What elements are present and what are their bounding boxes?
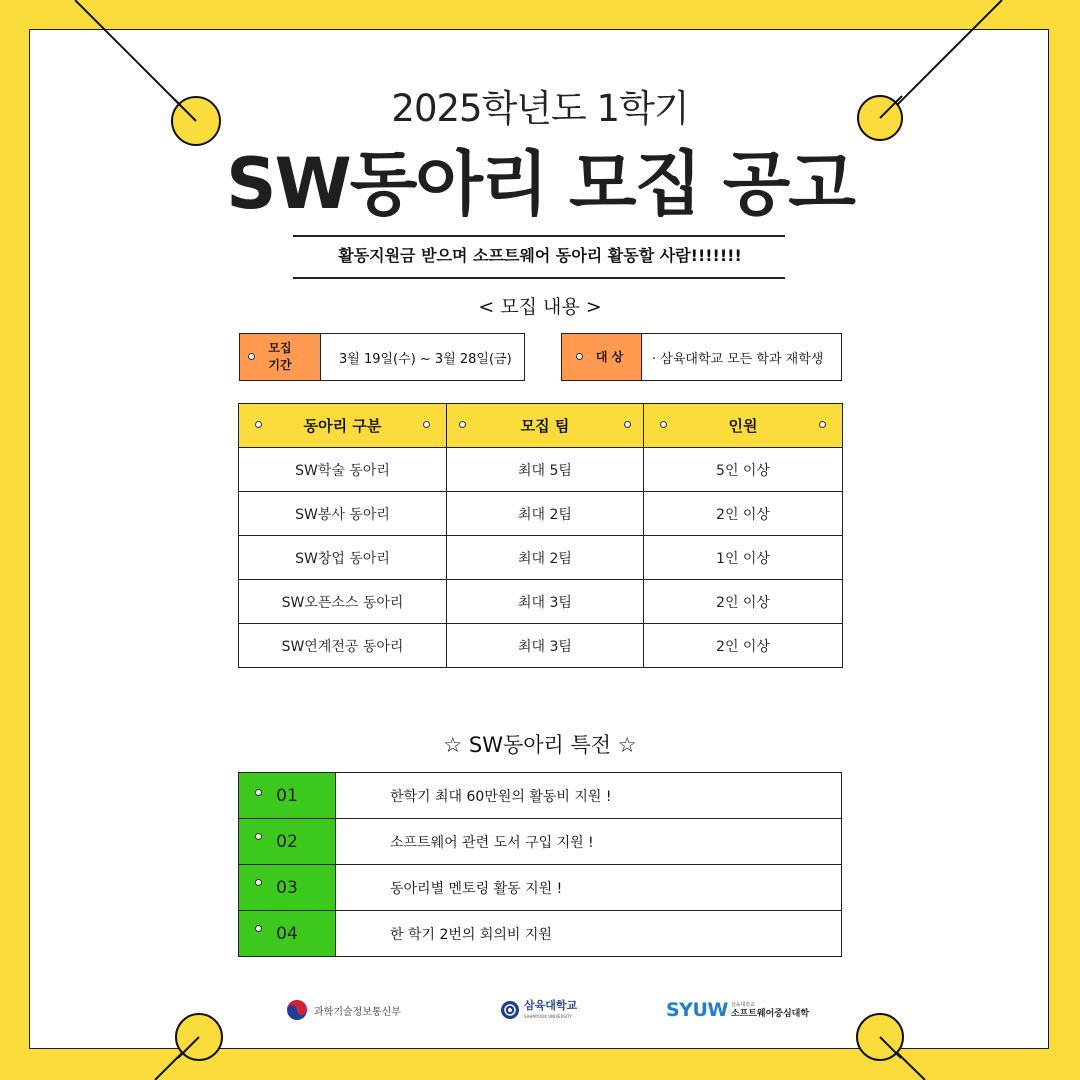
target-box <box>561 333 842 381</box>
header-club-type: 동아리 구분 <box>239 404 447 448</box>
header-team-count: 모집 팀 <box>447 404 644 448</box>
subtitle: 활동지원금 받으며 소프트웨어 동아리 활동할 사람!!!!!!! <box>338 246 742 265</box>
benefit-row <box>239 773 842 819</box>
page-title: SW동아리 모집 공고 <box>226 143 854 225</box>
sahmyook-logo-subtext: SAHMYOOK UNIVERSITY <box>524 1013 572 1019</box>
benefit-row <box>239 819 842 865</box>
taegeuk-icon <box>286 999 308 1021</box>
benefits-table <box>238 772 842 957</box>
benefit-number: 02 <box>239 819 336 865</box>
target-label <box>562 334 642 380</box>
sahmyook-logo-text: 삼육대학교 <box>524 998 578 1012</box>
benefits-section-title: ☆ SW동아리 특전 ☆ <box>443 733 637 757</box>
syuw-logo <box>666 997 809 1023</box>
club-type-cell: SW오픈소스 동아리 <box>239 580 447 624</box>
bullet-dot <box>248 353 255 360</box>
target-value: · 삼육대학교 모든 학과 재학생 <box>652 351 824 367</box>
title-semester: 2025학년도 1학기 <box>391 87 689 130</box>
team-count-cell: 최대 5팀 <box>447 448 644 492</box>
period-box <box>239 333 525 381</box>
benefit-row <box>239 911 842 957</box>
msit-logo <box>286 997 401 1023</box>
club-table-header <box>239 404 843 448</box>
period-value: 3월 19일(수) ~ 3월 28일(금) <box>339 351 512 367</box>
subtitle-top-rule <box>293 235 785 237</box>
club-table <box>238 403 843 668</box>
club-type-cell: SW학술 동아리 <box>239 448 447 492</box>
club-type-cell: SW봉사 동아리 <box>239 492 447 536</box>
members-cell: 2인 이상 <box>644 492 843 536</box>
benefit-number: 04 <box>239 911 336 957</box>
team-count-cell: 최대 2팀 <box>447 492 644 536</box>
table-row <box>239 624 843 668</box>
sahmyook-logo <box>500 998 577 1022</box>
team-count-cell: 최대 3팀 <box>447 624 644 668</box>
period-label-line1: 모집 <box>268 341 292 355</box>
benefit-text: 동아리별 멘토링 활동 지원 ! <box>336 865 842 911</box>
club-type-cell: SW연계전공 동아리 <box>239 624 447 668</box>
club-type-cell: SW창업 동아리 <box>239 536 447 580</box>
msit-logo-text: 과학기술정보통신부 <box>314 1006 401 1018</box>
syuw-small-text: 삼육대학교 <box>730 1002 755 1008</box>
syuw-mark: SYUW <box>666 999 728 1021</box>
header-members: 인원 <box>644 404 843 448</box>
members-cell: 1인 이상 <box>644 536 843 580</box>
team-count-cell: 최대 2팀 <box>447 536 644 580</box>
benefit-text: 한 학기 2번의 회의비 지원 <box>336 911 842 957</box>
benefit-number: 01 <box>239 773 336 819</box>
recruit-section-title: < 모집 내용 > <box>478 296 602 318</box>
period-label-line2: 기간 <box>268 358 292 372</box>
benefit-row <box>239 865 842 911</box>
syuw-text: 소프트웨어중심대학 <box>730 1009 810 1019</box>
members-cell: 2인 이상 <box>644 580 843 624</box>
table-row <box>239 448 843 492</box>
members-cell: 2인 이상 <box>644 624 843 668</box>
table-row <box>239 492 843 536</box>
benefit-number: 03 <box>239 865 336 911</box>
subtitle-bottom-rule <box>293 277 785 279</box>
target-label-text: 대 상 <box>595 349 624 364</box>
benefit-text: 한학기 최대 60만원의 활동비 지원 ! <box>336 773 842 819</box>
bullet-dot <box>576 353 583 360</box>
members-cell: 5인 이상 <box>644 448 843 492</box>
table-row <box>239 580 843 624</box>
team-count-cell: 최대 3팀 <box>447 580 644 624</box>
table-row <box>239 536 843 580</box>
benefit-text: 소프트웨어 관련 도서 구입 지원 ! <box>336 819 842 865</box>
sahmyook-emblem-icon <box>500 1000 520 1020</box>
period-label <box>240 334 321 380</box>
